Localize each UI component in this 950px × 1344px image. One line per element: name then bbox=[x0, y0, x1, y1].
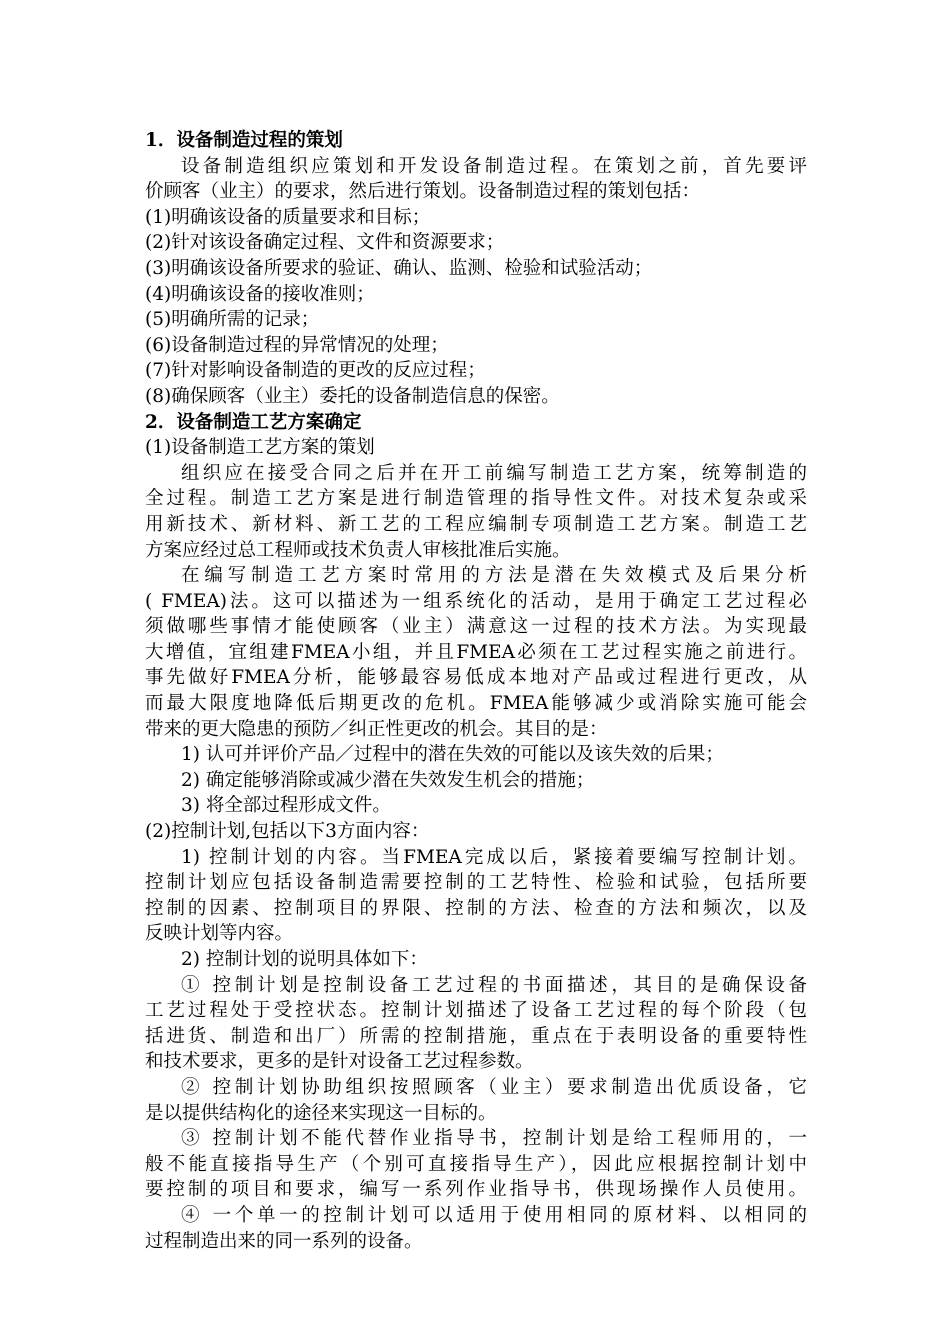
text-line: ② 控制计划协助组织按照顾客（业主）要求制造出优质设备，它 bbox=[181, 1076, 807, 1098]
text-line: (5)明确所需的记录； bbox=[145, 309, 320, 331]
text-line: 1) 认可并评价产品／过程中的潜在失效的可能以及该失效的后果； bbox=[181, 744, 724, 766]
text-line: 过程制造出来的同一系列的设备。 bbox=[145, 1230, 423, 1252]
text-line: 2) 控制计划的说明具体如下： bbox=[181, 949, 428, 970]
text-line: ③ 控制计划不能代替作业指导书，控制计划是给工程师用的，一 bbox=[181, 1128, 807, 1150]
text-line: 须做哪些事情才能使顾客（业主）满意这一过程的技术方法。为实现最 bbox=[145, 616, 807, 638]
section-heading: 2．设备制造工艺方案确定 bbox=[145, 411, 362, 433]
text-line: (7)针对影响设备制造的更改的反应过程； bbox=[145, 360, 486, 382]
text-line: 设备制造组织应策划和开发设备制造过程。在策划之前，首先要评 bbox=[181, 155, 807, 177]
text-line: (8)确保顾客（业主）委托的设备制造信息的保密。 bbox=[145, 385, 560, 407]
text-line: 括进货、制造和出厂）所需的控制措施，重点在于表明设备的重要特性 bbox=[145, 1025, 807, 1047]
text-line: (4)明确该设备的接收准则； bbox=[145, 283, 375, 305]
text-line: 工艺过程处于受控状态。控制计划描述了设备工艺过程的每个阶段（包 bbox=[145, 1000, 807, 1022]
text-line: 1) 控制计划的内容。当FMEA完成以后，紧接着要编写控制计划。 bbox=[181, 846, 807, 868]
text-line: (1)明确该设备的质量要求和目标； bbox=[145, 206, 431, 228]
text-line: 2) 确定能够消除或减少潜在失效发生机会的措施； bbox=[181, 769, 595, 791]
text-line: 用新技术、新材料、新工艺的工程应编制专项制造工艺方案。制造工艺 bbox=[145, 513, 807, 535]
text-line: 反映计划等内容。 bbox=[145, 923, 294, 945]
text-line: 方案应经过总工程师或技术负责人审核批准后实施。 bbox=[145, 539, 571, 561]
text-line: 是以提供结构化的途径来实现这一目标的。 bbox=[145, 1102, 497, 1124]
text-line: 组织应在接受合同之后并在开工前编写制造工艺方案，统筹制造的 bbox=[181, 462, 807, 484]
text-line: 大增值，宜组建FMEA小组，并且FMEA必须在工艺过程实施之前进行。 bbox=[145, 641, 807, 663]
text-line: (6)设备制造过程的异常情况的处理； bbox=[145, 334, 449, 356]
text-line: 事先做好FMEA分析，能够最容易低成本地对产品或过程进行更改，从 bbox=[145, 667, 807, 689]
text-line: 3) 将全部过程形成文件。 bbox=[181, 795, 391, 817]
text-line: ④ 一个单一的控制计划可以适用于使用相同的原材料、以相同的 bbox=[181, 1204, 807, 1226]
text-line: 般不能直接指导生产（个别可直接指导生产），因此应根据控制计划中 bbox=[145, 1153, 807, 1175]
text-line: (2)针对该设备确定过程、文件和资源要求； bbox=[145, 232, 505, 254]
text-line: 和技术要求，更多的是针对设备工艺过程参数。 bbox=[145, 1051, 534, 1073]
text-line: 价顾客（业主）的要求，然后进行策划。设备制造过程的策划包括： bbox=[145, 181, 701, 203]
text-line: ① 控制计划是控制设备工艺过程的书面描述，其目的是确保设备 bbox=[181, 974, 807, 996]
text-line: 控制的因素、控制项目的界限、控制的方法、检查的方法和频次，以及 bbox=[145, 897, 807, 919]
text-line: ( FMEA)法。这可以描述为一组系统化的活动，是用于确定工艺过程必 bbox=[145, 590, 807, 612]
text-line: (1)设备制造工艺方案的策划 bbox=[145, 437, 375, 459]
text-line: (2)控制计划,包括以下3方面内容： bbox=[145, 821, 430, 843]
text-line: 控制计划应包括设备制造需要控制的工艺特性、检验和试验，包括所要 bbox=[145, 872, 807, 894]
document-body bbox=[145, 128, 807, 1254]
text-line: 要控制的项目和要求，编写一系列作业指导书，供现场操作人员使用。 bbox=[145, 1179, 807, 1201]
text-line: 带来的更大隐患的预防／纠正性更改的机会。其目的是： bbox=[145, 718, 608, 740]
section-heading: 1．设备制造过程的策划 bbox=[145, 130, 343, 151]
text-line: (3)明确该设备所要求的验证、确认、监测、检验和试验活动； bbox=[145, 257, 653, 279]
text-line: 全过程。制造工艺方案是进行制造管理的指导性文件。对技术复杂或采 bbox=[145, 488, 807, 510]
text-line: 而最大限度地降低后期更改的危机。FMEA能够减少或消除实施可能会 bbox=[145, 693, 807, 715]
text-line: 在编写制造工艺方案时常用的方法是潜在失效模式及后果分析 bbox=[181, 565, 807, 587]
